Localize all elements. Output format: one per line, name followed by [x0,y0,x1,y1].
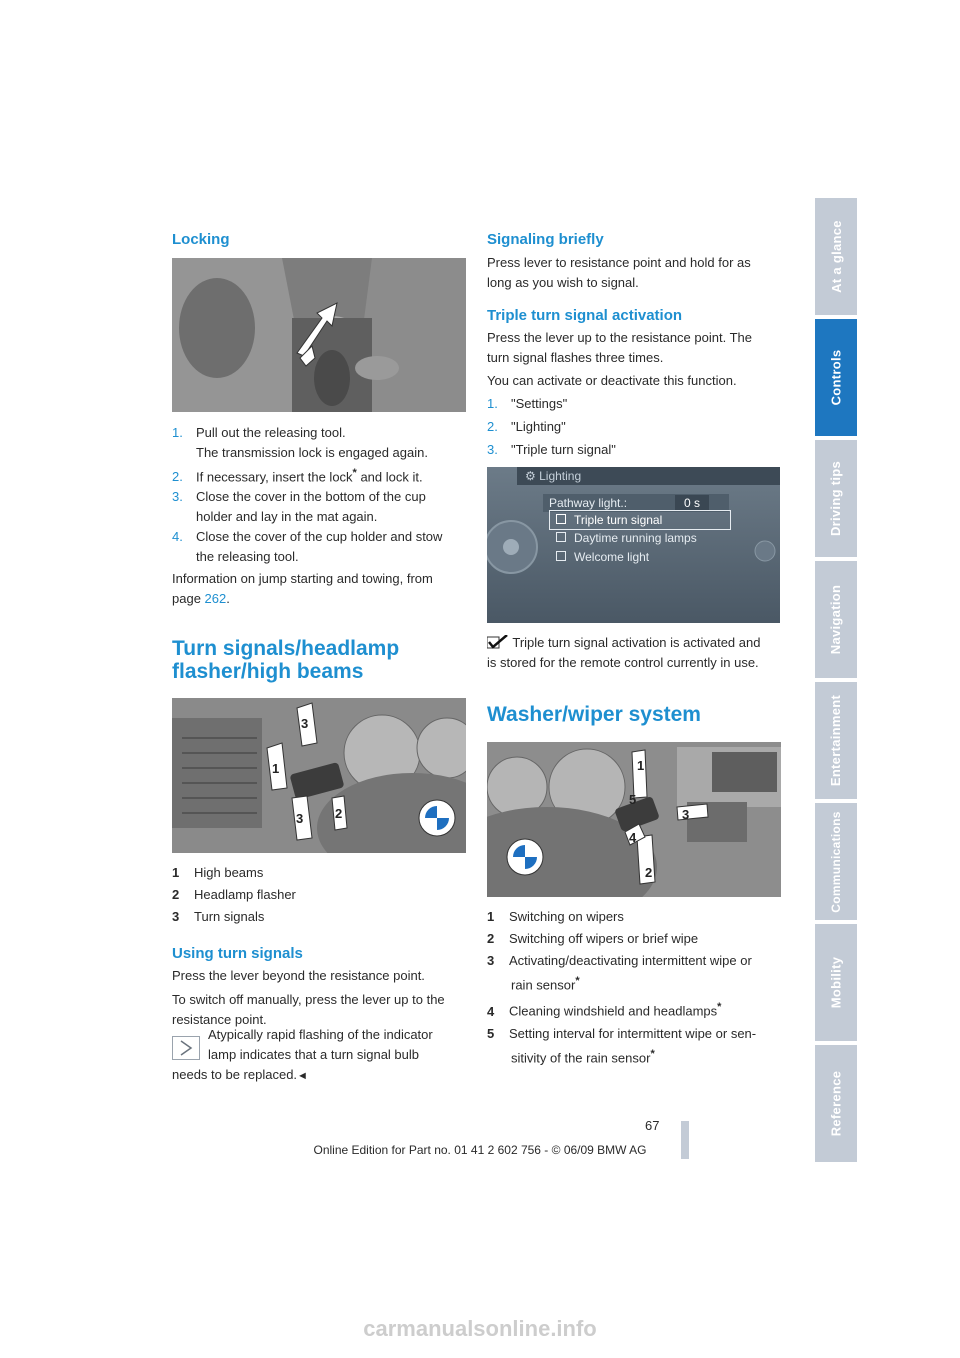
svg-text:4: 4 [629,830,637,845]
triple-turn-signal-row[interactable]: Triple turn signal [549,510,731,530]
svg-text:1: 1 [637,758,645,773]
checkbox-icon [556,532,566,542]
settings-icon: ⚙ [525,469,536,483]
wiper-item-2: 2 Switching off wipers or brief wipe [487,931,699,946]
tab-mobility[interactable]: Mobility [815,924,857,1041]
signaling-briefly-heading: Signaling briefly [487,231,604,248]
online-edition-footer: Online Edition for Part no. 01 41 2 602 756 - © 06/09 BMW AG [313,1143,647,1157]
turn-signals-heading: Turn signals/headlamp flasher/high beams [172,637,400,683]
page-number: 67 [645,1118,660,1133]
locking-heading: Locking [172,231,230,248]
legend-item-1: 1 High beams [172,865,264,880]
locking-step-3: 3. Close the cover in the bottom of the cup holder and lay in the mat again. [172,489,426,525]
svg-text:5: 5 [629,792,637,807]
locking-step-1: 1. Pull out the releasing tool. The transmission lock is engaged again. [172,425,428,460]
screen-title: ⚙ Lighting [525,469,582,483]
washer-wiper-heading: Washer/wiper system [487,703,701,726]
tab-navigation[interactable]: Navigation [815,561,857,678]
cup-holder-lock-figure [172,258,466,412]
svg-text:3: 3 [682,807,690,822]
tab-entertainment[interactable]: Entertainment [815,682,857,799]
locking-step-2: 2. If necessary, insert the lock* and lock it. [172,467,423,485]
svg-text:2: 2 [645,865,653,880]
activated-note: Triple turn signal activation is activated and is stored for the remote control currently in use. [487,635,761,670]
wiper-item-5: 5 Setting interval for intermittent wipe or sen- sitivity of the rain sensor* [487,1025,757,1065]
using-turn-signals-text: Press the lever beyond the resistance point. To switch off manually, press the lever up to the resistance point. [172,968,445,1027]
wiper-item-3: 3 Activating/deactivating intermittent wipe or rain sensor* [487,953,752,993]
jump-info: Information on jump starting and towing, from page 262. [172,571,433,607]
chapter-tabs [815,198,857,1166]
svg-text:3: 3 [296,811,304,826]
triple-step-2: 2. "Lighting" [487,419,566,434]
page-link-262[interactable]: 262 [204,591,227,607]
locking-steps [172,423,472,609]
pathway-light-value[interactable]: 0 s [675,495,709,511]
turn-signal-lever-figure [172,698,466,853]
turn-signal-legend [172,863,472,927]
triple-step-3: 3. "Triple turn signal" [487,442,616,457]
legend-item-3: 3 Turn signals [172,909,265,924]
watermark: carmanualsonline.info [363,1316,597,1341]
lighting-menu-screen [487,467,780,623]
wiper-legend [487,907,787,1068]
tab-controls[interactable]: Controls [815,319,857,436]
triple-turn-heading: Triple turn signal activation [487,307,683,324]
daytime-running-row[interactable]: Daytime running lamps [549,529,697,547]
triple-turn-text: Press the lever up to the resistance point. The turn signal flashes three times. You can activate or deactivate this function. 1. "Settings" 2. "Lighting" 3. "Triple turn signal" [487,328,787,460]
tab-at-a-glance[interactable]: At a glance [815,198,857,315]
checkbox-icon [556,551,566,561]
wiper-lever-figure [487,742,781,897]
tab-driving-tips[interactable]: Driving tips [815,440,857,557]
checkmark-icon [487,635,509,649]
signaling-briefly-text: Press lever to resistance point and hold for as long as you wish to signal. [487,255,751,290]
locking-step-4: 4. Close the cover of the cup holder and stow the releasing tool. [172,529,443,565]
pathway-light-row[interactable]: Pathway light.: [543,494,729,512]
bulb-note: Atypically rapid flashing of the indicator lamp indicates that a turn signal bulb needs to be replaced.◄ [172,1027,433,1082]
wiper-item-1: 1 Switching on wipers [487,909,624,924]
svg-text:3: 3 [301,716,309,731]
legend-item-2: 2 Headlamp flasher [172,887,296,902]
checkbox-icon [556,514,566,524]
welcome-light-row[interactable]: Welcome light [549,548,649,566]
svg-text:2: 2 [335,806,343,821]
using-turn-signals-heading: Using turn signals [172,945,303,962]
triple-step-1: 1. "Settings" [487,396,568,411]
wiper-item-4: 4 Cleaning windshield and headlamps* [487,1001,722,1019]
svg-text:1: 1 [272,761,280,776]
tab-communications[interactable]: Communications [815,803,857,920]
tab-reference[interactable]: Reference [815,1045,857,1162]
